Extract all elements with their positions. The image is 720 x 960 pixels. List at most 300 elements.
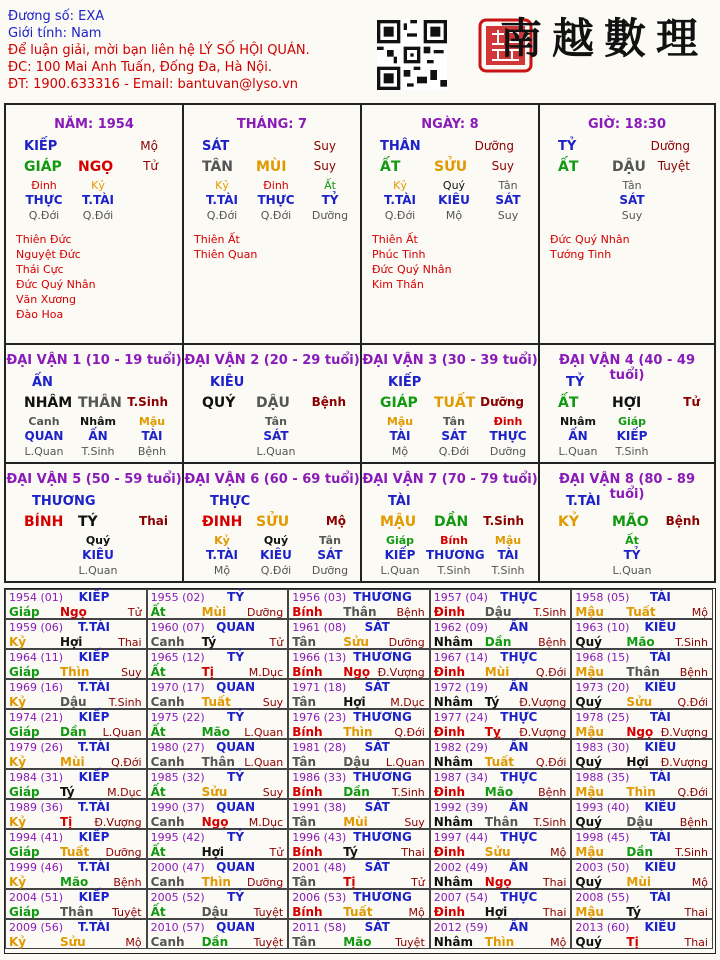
pillar-note: Thái Cực xyxy=(16,263,64,276)
year-chi: Mùi xyxy=(484,665,510,679)
year-can: Canh xyxy=(150,635,185,649)
year-can: Canh xyxy=(150,935,185,949)
pillar-note: Nguyệt Đức xyxy=(16,248,81,261)
year-can: Nhâm xyxy=(433,935,473,949)
dai-van-can: QUÝ xyxy=(202,395,236,411)
year-star: TỶ xyxy=(227,830,245,844)
year-cell xyxy=(288,649,430,679)
year-can: Canh xyxy=(150,755,185,769)
hidden-star: SÁT xyxy=(441,429,467,443)
pillar-chi: NGỌ xyxy=(78,159,114,175)
year-star: ẤN xyxy=(509,860,529,874)
year-cell xyxy=(288,589,430,619)
year-cell xyxy=(571,829,713,859)
year-chi: Dậu xyxy=(626,815,653,829)
year-chi: Tuất xyxy=(343,905,373,919)
year-state: L.Quan xyxy=(244,726,284,739)
hidden-star: SÁT xyxy=(495,193,521,207)
year-state: M.Dục xyxy=(248,666,284,679)
dai-van-chi-state: Thai xyxy=(139,514,168,528)
year-star: TỶ xyxy=(227,710,245,724)
year-star: QUAN xyxy=(216,620,256,634)
hidden-stem: Kỷ xyxy=(91,179,105,192)
hidden-state: Mộ xyxy=(391,445,409,458)
year-cell xyxy=(288,859,430,889)
hidden-stem: Tân xyxy=(498,179,518,192)
year-star: KIẾP xyxy=(78,710,110,724)
hidden-stem: Kỷ xyxy=(214,534,230,547)
hidden-stem: Tân xyxy=(265,415,287,428)
hidden-state: Dưỡng xyxy=(311,564,349,577)
pillar-chi-state: Suy xyxy=(491,159,514,173)
annual-luck-table xyxy=(4,588,716,954)
pillar-cell xyxy=(540,105,714,345)
hidden-state: Q.Đới xyxy=(82,209,114,222)
year-can: Kỷ xyxy=(9,815,27,829)
pillar-note: Kim Thần xyxy=(372,278,424,291)
year-can: Đinh xyxy=(433,725,466,739)
year-cell xyxy=(5,619,147,649)
year-chi: Mão xyxy=(626,635,655,649)
pillar-chi: MÙI xyxy=(256,159,287,175)
year-can: Mậu xyxy=(575,845,604,859)
pillar-title: THÁNG: 7 xyxy=(236,117,308,132)
year-label: 1972 (19) xyxy=(433,681,488,694)
hidden-stem: Giáp xyxy=(385,534,415,547)
year-cell xyxy=(5,739,147,769)
year-label: 1995 (42) xyxy=(150,831,205,844)
dai-van-cell xyxy=(184,345,362,464)
year-chi: Tuất xyxy=(484,755,515,769)
year-cell xyxy=(430,799,572,829)
year-can: Canh xyxy=(150,875,185,889)
year-state: Q.Đới xyxy=(111,756,142,769)
year-label: 1994 (41) xyxy=(9,831,64,844)
pillar-star-state: Mộ xyxy=(140,139,158,153)
year-star: KIÊU xyxy=(644,740,677,754)
year-state: T.Sinh xyxy=(533,816,567,829)
year-chi: Dậu xyxy=(60,695,87,709)
year-label: 2010 (57) xyxy=(150,921,205,934)
dai-van-cell xyxy=(540,345,714,464)
year-state: Tuyệt xyxy=(395,936,425,949)
year-cell xyxy=(571,739,713,769)
hidden-state: L.Quan xyxy=(24,445,64,458)
year-label: 1987 (34) xyxy=(433,771,488,784)
year-state: Mộ xyxy=(550,936,567,949)
dai-van-star: KIÊU xyxy=(210,375,245,390)
year-state: L.Quan xyxy=(385,756,425,769)
year-chi: Tuất xyxy=(60,845,90,859)
hidden-star: THỰC xyxy=(25,193,63,207)
dai-van-cell xyxy=(6,345,184,464)
year-star: TỶ xyxy=(227,890,245,904)
year-label: 1992 (39) xyxy=(433,801,488,814)
year-label: 2012 (59) xyxy=(433,921,488,934)
dai-van-chi: DẦN xyxy=(434,514,469,530)
year-state: Đ.Vượng xyxy=(519,696,567,709)
year-state: Thai xyxy=(118,636,142,649)
year-state: Bệnh xyxy=(679,816,708,829)
year-state: Bệnh xyxy=(396,606,425,619)
year-cell xyxy=(288,799,430,829)
year-cell xyxy=(571,859,713,889)
year-cell xyxy=(430,619,572,649)
hidden-stem: Quý xyxy=(442,179,466,192)
year-can: Ất xyxy=(150,605,166,619)
hidden-stem: Quý xyxy=(85,534,111,547)
year-label: 1970 (17) xyxy=(150,681,205,694)
year-label: 2001 (48) xyxy=(292,861,347,874)
year-star: TỶ xyxy=(227,650,245,664)
year-label: 1973 (20) xyxy=(575,681,630,694)
year-can: Kỷ xyxy=(9,695,27,709)
pillar-star-state: Dưỡng xyxy=(474,139,514,153)
hidden-stem: Canh xyxy=(28,415,60,428)
year-can: Nhâm xyxy=(433,635,473,649)
year-chi: Hợi xyxy=(626,755,649,769)
year-chi: Mão xyxy=(484,785,514,799)
hidden-star: SÁT xyxy=(317,548,343,562)
dai-van-can: MẬU xyxy=(380,514,417,530)
year-can: Bính xyxy=(292,905,323,919)
dai-van-star: THỰC xyxy=(210,494,251,509)
year-chi: Sửu xyxy=(343,635,369,649)
year-label: 1964 (11) xyxy=(9,651,64,664)
hidden-stem: Mậu xyxy=(138,415,166,428)
year-state: M.Dục xyxy=(248,816,284,829)
hidden-star: THỰC xyxy=(489,429,527,443)
hidden-star: TÀI xyxy=(389,429,411,443)
year-chi: Tý xyxy=(626,905,641,919)
hidden-star: T.TÀI xyxy=(82,193,114,207)
year-chi: Hợi xyxy=(60,635,83,649)
contact-invite: Để luận giải, mời bạn liên hệ LÝ SỐ HỘI QUÁN. xyxy=(8,43,310,58)
dai-van-can: ĐINH xyxy=(202,514,243,530)
dai-van-chi: MÃO xyxy=(612,514,649,530)
pillar-can: TÂN xyxy=(202,159,234,175)
dai-van-chi: SỬU xyxy=(256,514,290,530)
hidden-star: ẤN xyxy=(88,429,108,443)
dai-van-can: NHÂM xyxy=(24,395,73,411)
hidden-stem: Tân xyxy=(622,179,642,192)
year-cell xyxy=(288,739,430,769)
year-cell xyxy=(288,619,430,649)
year-star: THỰC xyxy=(500,890,538,904)
hidden-star: KIÊU xyxy=(438,193,470,207)
year-star: T.TÀI xyxy=(78,920,110,934)
pillar-note: Tướng Tinh xyxy=(550,248,612,261)
year-cell xyxy=(430,919,572,949)
dai-van-star: TÀI xyxy=(388,494,411,509)
year-can: Kỷ xyxy=(9,875,27,889)
year-state: M.Dục xyxy=(107,786,142,799)
year-label: 1988 (35) xyxy=(575,771,630,784)
year-star: KIÊU xyxy=(644,620,677,634)
pillar-note: Phúc Tinh xyxy=(372,248,426,261)
year-cell xyxy=(430,679,572,709)
year-cell xyxy=(147,679,289,709)
contact-phone-email: ĐT: 1900.633316 - Email: bantuvan@lyso.vn xyxy=(8,77,299,92)
year-can: Kỷ xyxy=(9,635,27,649)
year-star: THƯƠNG xyxy=(353,710,412,724)
year-star: THỰC xyxy=(500,710,538,724)
hidden-state: T.Sinh xyxy=(491,564,525,577)
dai-van-title: ĐẠI VẬN 7 (70 - 79 tuổi) xyxy=(362,472,538,487)
year-can: Kỷ xyxy=(9,935,27,949)
year-chi: Ngọ xyxy=(484,875,512,889)
hidden-state: Dưỡng xyxy=(311,209,349,222)
pillar-cell xyxy=(362,105,540,345)
year-star: SÁT xyxy=(364,680,390,694)
year-chi: Mão xyxy=(343,935,372,949)
year-can: Giáp xyxy=(9,605,40,619)
year-star: THƯƠNG xyxy=(353,650,412,664)
hidden-state: L.Quan xyxy=(558,445,598,458)
year-chi: Thân xyxy=(626,665,660,679)
year-star: KIÊU xyxy=(644,920,677,934)
dai-van-star: ẤN xyxy=(32,375,53,390)
year-label: 1968 (15) xyxy=(575,651,630,664)
year-cell xyxy=(571,919,713,949)
year-state: T.Sinh xyxy=(533,606,567,619)
year-chi: Mão xyxy=(60,875,89,889)
pillar-note: Đức Quý Nhân xyxy=(16,278,96,291)
hidden-state: T.Sinh xyxy=(615,445,649,458)
year-state: Mộ xyxy=(125,936,142,949)
dai-van-star: THƯƠNG xyxy=(32,494,96,509)
hidden-state: Q.Đới xyxy=(438,445,470,458)
year-chi: Thìn xyxy=(626,785,656,799)
year-can: Mậu xyxy=(575,725,604,739)
year-can: Nhâm xyxy=(433,815,473,829)
year-can: Mậu xyxy=(575,665,604,679)
year-cell xyxy=(571,799,713,829)
year-chi: Dậu xyxy=(343,755,370,769)
year-chi: Tý xyxy=(484,695,500,709)
year-state: Q.Đới xyxy=(535,756,567,769)
year-can: Ất xyxy=(150,845,166,859)
year-star: THỰC xyxy=(500,830,538,844)
hidden-stem: Tân xyxy=(319,534,341,547)
pillar-chi-state: Tuyệt xyxy=(657,159,690,173)
year-chi: Tị xyxy=(343,875,356,889)
hidden-star: TÀI xyxy=(141,429,163,443)
year-can: Ất xyxy=(150,905,166,919)
pillar-can: GIÁP xyxy=(24,159,62,175)
year-star: T.TÀI xyxy=(78,740,110,754)
year-state: Đ.Vượng xyxy=(660,726,708,739)
year-can: Quý xyxy=(575,815,602,829)
year-label: 2004 (51) xyxy=(9,891,64,904)
year-chi: Hợi xyxy=(343,695,366,709)
hidden-state: Mộ xyxy=(445,209,463,222)
year-state: Mộ xyxy=(691,876,708,889)
year-label: 2006 (53) xyxy=(292,891,347,904)
year-chi: Hợi xyxy=(201,845,224,859)
year-can: Ất xyxy=(150,725,166,739)
year-cell xyxy=(147,919,289,949)
pillar-star: SÁT xyxy=(202,139,230,154)
year-label: 1961 (08) xyxy=(292,621,347,634)
year-star: ẤN xyxy=(509,680,529,694)
year-star: KIÊU xyxy=(644,680,677,694)
year-can: Tân xyxy=(292,755,317,769)
hidden-state: Q.Đới xyxy=(28,209,60,222)
pillar-cell xyxy=(184,105,362,345)
year-chi: Thìn xyxy=(484,935,515,949)
year-chi: Sửu xyxy=(626,695,653,709)
dai-van-chi-state: Bệnh xyxy=(665,514,700,528)
year-label: 1999 (46) xyxy=(9,861,64,874)
year-label: 1985 (32) xyxy=(150,771,205,784)
year-chi: Sửu xyxy=(60,935,86,949)
pillar-note: Văn Xương xyxy=(16,293,76,306)
gender-label: Giới tính: xyxy=(8,26,67,41)
year-star: QUAN xyxy=(216,920,256,934)
year-star: SÁT xyxy=(364,920,390,934)
year-star: TÀI xyxy=(649,770,671,784)
hidden-state: Q.Đới xyxy=(260,564,292,577)
dai-van-chi-state: T.Sinh xyxy=(127,395,168,409)
hidden-state: L.Quan xyxy=(612,564,652,577)
year-can: Mậu xyxy=(575,785,604,799)
dai-van-chi: DẬU xyxy=(256,395,290,411)
hidden-star: SÁT xyxy=(619,193,645,207)
year-cell xyxy=(147,859,289,889)
hidden-state: T.Sinh xyxy=(437,564,471,577)
year-star: KIẾP xyxy=(78,590,110,604)
year-label: 2008 (55) xyxy=(575,891,630,904)
year-can: Bính xyxy=(292,725,323,739)
pillar-title: NĂM: 1954 xyxy=(54,117,134,132)
year-star: T.TÀI xyxy=(78,800,110,814)
year-star: TÀI xyxy=(649,590,671,604)
year-chi: Tị xyxy=(60,815,73,829)
year-state: L.Quan xyxy=(102,726,142,739)
hidden-star: T.TÀI xyxy=(206,193,238,207)
year-state: T.Sinh xyxy=(108,696,142,709)
year-cell xyxy=(430,649,572,679)
hidden-stem: Bính xyxy=(440,534,468,547)
year-star: KIẾP xyxy=(78,890,110,904)
year-label: 1991 (38) xyxy=(292,801,347,814)
dai-van-title: ĐẠI VẬN 8 (80 - 89 tuổi) xyxy=(559,472,695,502)
hidden-star: ẤN xyxy=(568,429,588,443)
year-star: KIÊU xyxy=(644,800,677,814)
year-cell xyxy=(147,649,289,679)
year-label: 1958 (05) xyxy=(575,591,630,604)
pillar-chi-state: Tử xyxy=(143,159,158,173)
pillar-can: ẤT xyxy=(380,159,401,175)
year-cell xyxy=(571,649,713,679)
year-star: KIẾP xyxy=(78,830,110,844)
year-star: TÀI xyxy=(649,710,671,724)
hidden-state: Q.Đới xyxy=(384,209,416,222)
year-cell xyxy=(571,889,713,919)
logo-char-1: 南 xyxy=(500,14,551,63)
year-star: SÁT xyxy=(364,620,390,634)
year-label: 1977 (24) xyxy=(433,711,488,724)
hidden-state: Suy xyxy=(621,209,643,222)
year-can: Bính xyxy=(292,605,323,619)
year-star: KIẾP xyxy=(78,770,110,784)
year-cell xyxy=(430,829,572,859)
year-label: 1956 (03) xyxy=(292,591,347,604)
year-cell xyxy=(147,889,289,919)
year-state: Đ.Vượng xyxy=(377,666,425,679)
year-chi: Tý xyxy=(60,785,75,799)
hidden-star: T.TÀI xyxy=(206,548,238,562)
year-star: TÀI xyxy=(649,890,671,904)
year-state: Tử xyxy=(269,636,284,649)
year-label: 1982 (29) xyxy=(433,741,488,754)
year-state: Dưỡng xyxy=(247,606,284,619)
year-star: QUAN xyxy=(216,680,256,694)
dai-van-title: ĐẠI VẬN 2 (20 - 29 tuổi) xyxy=(184,353,360,368)
pillar-cell xyxy=(6,105,184,345)
year-state: Mộ xyxy=(691,606,708,619)
dai-van-star: KIẾP xyxy=(388,375,422,390)
year-label: 1986 (33) xyxy=(292,771,347,784)
year-state: Tuyệt xyxy=(253,936,284,949)
year-label: 2002 (49) xyxy=(433,861,488,874)
pillar-star-state: Suy xyxy=(313,139,336,153)
year-label: 1959 (06) xyxy=(9,621,64,634)
year-can: Mậu xyxy=(575,605,604,619)
year-state: Thai xyxy=(542,876,567,889)
hidden-stem: Mậu xyxy=(386,415,414,428)
year-star: THƯƠNG xyxy=(353,770,412,784)
year-cell xyxy=(430,589,572,619)
qr-code-icon[interactable] xyxy=(377,20,447,90)
year-state: Dưỡng xyxy=(247,876,284,889)
year-chi: Thìn xyxy=(201,875,231,889)
year-star: SÁT xyxy=(364,860,390,874)
year-state: Thai xyxy=(684,906,708,919)
dai-van-chi: TUẤT xyxy=(434,395,476,411)
year-label: 1969 (16) xyxy=(9,681,64,694)
gender-value: Nam xyxy=(71,26,102,41)
hidden-star: QUAN xyxy=(24,429,64,443)
hidden-state: Suy xyxy=(497,209,519,222)
year-cell xyxy=(147,589,289,619)
year-cell xyxy=(571,589,713,619)
year-can: Nhâm xyxy=(433,695,473,709)
year-cell xyxy=(5,799,147,829)
year-cell xyxy=(147,829,289,859)
dai-van-can: BÍNH xyxy=(24,514,64,530)
year-star: ẤN xyxy=(509,800,529,814)
hidden-state: L.Quan xyxy=(256,445,296,458)
year-chi: Mão xyxy=(201,725,230,739)
year-label: 1996 (43) xyxy=(292,831,347,844)
hidden-state: Q.Đới xyxy=(206,209,238,222)
hidden-stem: Nhâm xyxy=(80,415,116,428)
dai-van-can: ẤT xyxy=(558,395,579,411)
year-cell xyxy=(288,889,430,919)
year-cell xyxy=(288,769,430,799)
year-chi: Thìn xyxy=(343,725,373,739)
dai-van-cell xyxy=(540,464,714,583)
year-star: TÀI xyxy=(649,650,671,664)
hidden-stem: Đinh xyxy=(493,415,523,428)
dai-van-chi: HỢI xyxy=(612,395,642,411)
year-chi: Dậu xyxy=(484,605,512,619)
year-chi: Thân xyxy=(343,605,377,619)
year-cell xyxy=(5,859,147,889)
year-can: Giáp xyxy=(9,845,40,859)
